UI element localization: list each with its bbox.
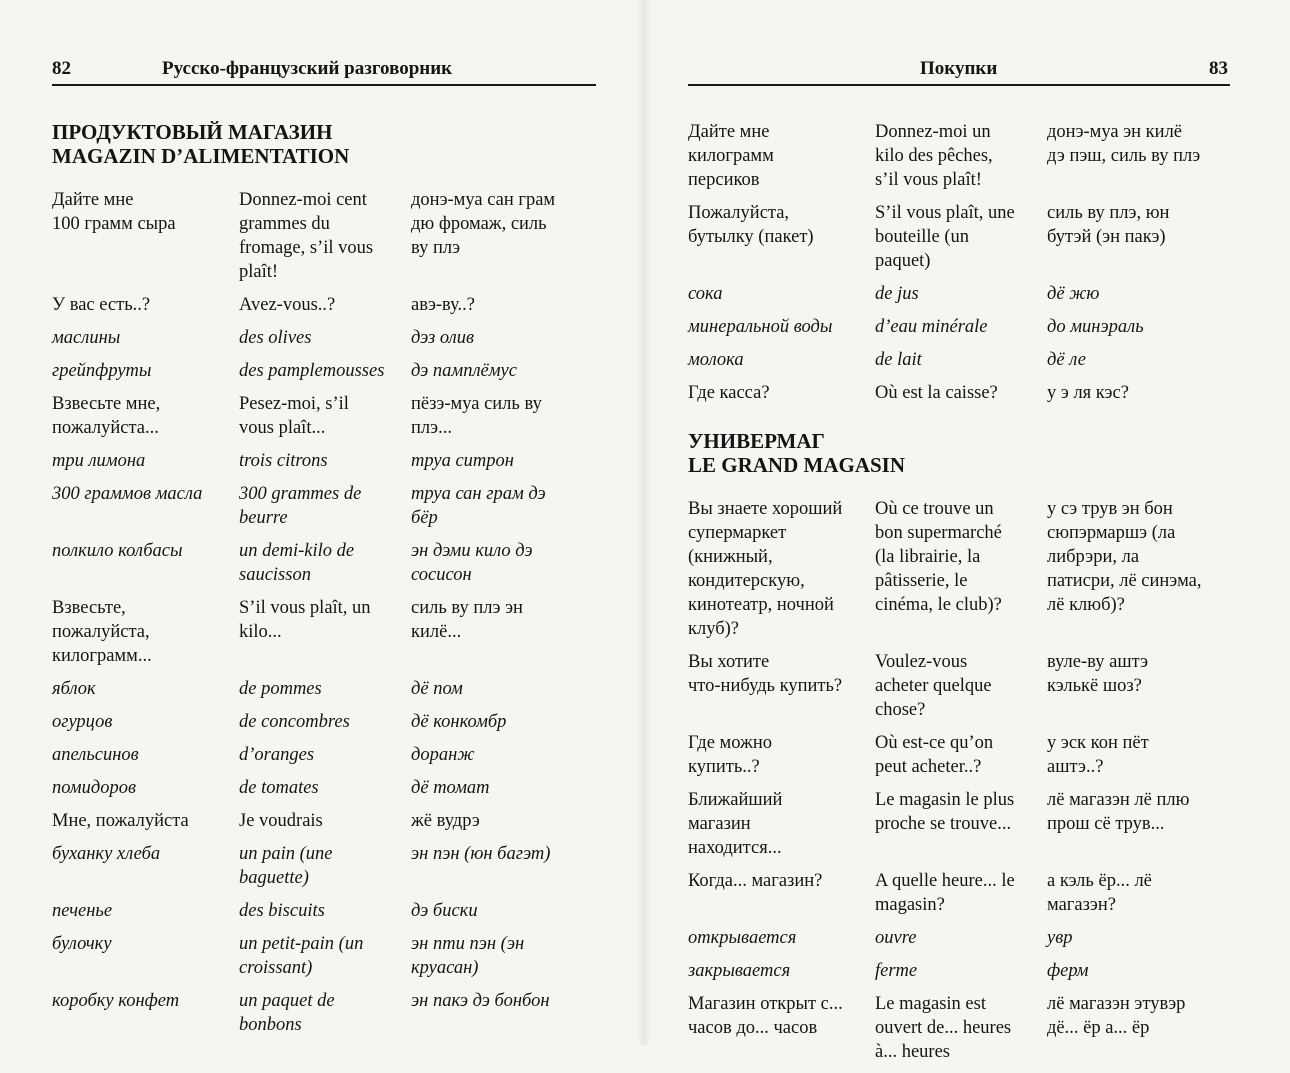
french-phrase: 300 grammes de beurre <box>239 484 362 528</box>
phrase-row <box>52 677 596 701</box>
phrase-row <box>52 392 596 440</box>
phrase-row <box>688 381 1230 405</box>
french-phrase: un petit-pain (un croissant) <box>239 934 364 978</box>
transliteration: дё жю <box>1047 284 1100 304</box>
russian-phrase: Вы знаете хороший супермаркет (книжный, кондитерскую, кинотеатр, ночной клуб)? <box>688 499 843 639</box>
transliteration: эн пакэ дэ бонбон <box>411 991 550 1011</box>
phrase-row <box>688 926 1230 950</box>
russian-phrase: закрывается <box>688 961 791 981</box>
phrase-row <box>52 539 596 587</box>
french-phrase: d’eau minérale <box>875 317 988 337</box>
transliteration: донэ-муа сан грам дю фромаж, силь ву плэ <box>411 190 556 258</box>
russian-phrase: открывается <box>688 928 797 948</box>
transliteration: дё пом <box>411 679 463 699</box>
transliteration: дё ле <box>1047 350 1086 370</box>
phrase-row <box>52 710 596 734</box>
phrase-row <box>688 497 1230 641</box>
phrase-row <box>52 932 596 980</box>
french-phrase: Donnez-moi un kilo des pêches, s’il vous plaît! <box>875 122 993 190</box>
phrase-row <box>52 326 596 350</box>
russian-phrase: Вы хотите что-нибудь купить? <box>688 652 843 696</box>
phrase-row <box>688 120 1230 192</box>
section-title-grocery <box>52 120 596 168</box>
left-page <box>52 0 596 1045</box>
transliteration: у сэ трув эн бон сюпэрмаршэ (ла либрэри, ла патисри, лё синэма, лё клюб)? <box>1047 499 1202 615</box>
russian-phrase: Взвесьте, пожалуйста, килограмм... <box>52 598 152 666</box>
russian-phrase: сока <box>688 284 723 304</box>
transliteration: лё магазэн этувэр дё... ёр а... ёр <box>1047 994 1186 1038</box>
transliteration: у э ля кэс? <box>1047 383 1129 403</box>
french-phrase: Le magasin le plus proche se trouve... <box>875 790 1015 834</box>
page-number: 83 <box>1209 58 1228 79</box>
phrase-row <box>52 842 596 890</box>
french-phrase: des pamplemousses <box>239 361 385 381</box>
russian-phrase: Дайте мне килограмм персиков <box>688 122 774 190</box>
phrase-row <box>52 188 596 284</box>
french-phrase: Donnez-moi cent grammes du fromage, s’il vous plaît! <box>239 190 374 282</box>
phrase-row <box>688 992 1230 1064</box>
russian-phrase: коробку конфет <box>52 991 180 1011</box>
russian-phrase: булочку <box>52 934 112 954</box>
phrase-row <box>688 869 1230 917</box>
transliteration: жё вудрэ <box>411 811 480 831</box>
phrase-table <box>688 120 1230 405</box>
phrase-row <box>52 743 596 767</box>
left-content <box>52 120 596 1046</box>
transliteration: вуле-ву аштэ кэлькё шоз? <box>1047 652 1149 696</box>
french-phrase: Je voudrais <box>239 811 323 831</box>
phrase-row <box>52 596 596 668</box>
book-gutter <box>637 0 651 1045</box>
french-phrase: d’oranges <box>239 745 315 765</box>
french-phrase: Pesez-moi, s’il vous plaît... <box>239 394 349 438</box>
phrase-row <box>52 449 596 473</box>
russian-phrase: молока <box>688 350 744 370</box>
french-phrase: Voulez-vous acheter quelque chose? <box>875 652 992 720</box>
russian-phrase: грейпфруты <box>52 361 152 381</box>
russian-phrase: полкило колбасы <box>52 541 183 561</box>
russian-phrase: Где касса? <box>688 383 770 403</box>
russian-phrase: помидоров <box>52 778 136 798</box>
phrase-row <box>688 788 1230 860</box>
french-phrase: des olives <box>239 328 312 348</box>
french-phrase: des biscuits <box>239 901 325 921</box>
french-phrase: de lait <box>875 350 922 370</box>
running-title: Русско-французский разговорник <box>162 58 453 79</box>
transliteration: эн дэми кило дэ сосисон <box>411 541 533 585</box>
french-phrase: Où est la caisse? <box>875 383 998 403</box>
russian-phrase: яблок <box>52 679 96 699</box>
french-phrase: S’il vous plaît, une bouteille (un paquet) <box>875 203 1015 271</box>
russian-phrase: 300 граммов масла <box>52 484 203 504</box>
phrase-row <box>52 899 596 923</box>
transliteration: у эск кон пёт аштэ..? <box>1047 733 1149 777</box>
french-phrase: de pommes <box>239 679 322 699</box>
phrase-row <box>688 201 1230 273</box>
phrase-row <box>52 776 596 800</box>
russian-phrase: огурцов <box>52 712 113 732</box>
russian-phrase: маслины <box>52 328 121 348</box>
transliteration: дэ памплёмус <box>411 361 517 381</box>
running-head <box>52 56 596 86</box>
french-phrase: de jus <box>875 284 919 304</box>
russian-phrase: минеральной воды <box>688 317 833 337</box>
russian-phrase: буханку хлеба <box>52 844 161 864</box>
transliteration: силь ву плэ, юн бутэй (эн пакэ) <box>1047 203 1170 247</box>
french-phrase: ouvre <box>875 928 917 948</box>
transliteration: донэ-муа эн килё дэ пэш, силь ву плэ <box>1047 122 1201 166</box>
right-content <box>688 120 1230 1073</box>
french-phrase: S’il vous plaît, un kilo... <box>239 598 371 642</box>
russian-phrase: Где можно купить..? <box>688 733 772 777</box>
phrase-row <box>52 989 596 1037</box>
french-phrase: ferme <box>875 961 918 981</box>
french-phrase: un paquet de bonbons <box>239 991 335 1035</box>
transliteration: дэз олив <box>411 328 475 348</box>
french-phrase: Où est-ce qu’on peut acheter..? <box>875 733 994 777</box>
section-title-fr: MAGAZIN D’ALIMENTATION <box>52 144 350 168</box>
transliteration: до минэраль <box>1047 317 1144 337</box>
french-phrase: de tomates <box>239 778 319 798</box>
french-phrase: Le magasin est ouvert de... heures à... heures <box>875 994 1012 1062</box>
russian-phrase: три лимона <box>52 451 146 471</box>
transliteration: лё магазэн лё плю прош сё трув... <box>1047 790 1190 834</box>
transliteration: пёзэ-муа силь ву плэ... <box>411 394 542 438</box>
transliteration: доранж <box>411 745 475 765</box>
french-phrase: Où ce trouve un bon supermarché (la librairie, la pâtisserie, le cinéma, le club)? <box>875 499 1002 615</box>
phrase-table <box>688 497 1230 1064</box>
french-phrase: de concombres <box>239 712 350 732</box>
russian-phrase: Пожалуйста, бутылку (пакет) <box>688 203 814 247</box>
french-phrase: un demi-kilo de saucisson <box>239 541 355 585</box>
transliteration: труа сан грам дэ бёр <box>411 484 546 528</box>
russian-phrase: Взвесьте мне, пожалуйста... <box>52 394 161 438</box>
transliteration: ферм <box>1047 961 1089 981</box>
phrase-row <box>688 959 1230 983</box>
running-title: Покупки <box>920 58 998 79</box>
transliteration: дэ биски <box>411 901 478 921</box>
section-title-ru: ПРОДУКТОВЫЙ МАГАЗИН <box>52 120 333 144</box>
right-page <box>688 0 1230 1062</box>
transliteration: а кэль ёр... лё магазэн? <box>1047 871 1152 915</box>
phrase-row <box>52 293 596 317</box>
transliteration: увр <box>1047 928 1073 948</box>
transliteration: эн пти пэн (эн круасан) <box>411 934 525 978</box>
section-title-department-store <box>688 429 1230 477</box>
french-phrase: trois citrons <box>239 451 328 471</box>
transliteration: труа ситрон <box>411 451 514 471</box>
russian-phrase: Дайте мне 100 грамм сыра <box>52 190 176 234</box>
phrase-row <box>688 315 1230 339</box>
phrase-row <box>688 650 1230 722</box>
phrase-table <box>52 188 596 1037</box>
russian-phrase: У вас есть..? <box>52 295 151 315</box>
page-number: 82 <box>52 58 71 79</box>
section-title-ru: УНИВЕРМАГ <box>688 429 825 453</box>
russian-phrase: Магазин открыт с... часов до... часов <box>688 994 843 1038</box>
french-phrase: un pain (une baguette) <box>239 844 333 888</box>
french-phrase: A quelle heure... le magasin? <box>875 871 1015 915</box>
phrase-row <box>688 348 1230 372</box>
transliteration: авэ-ву..? <box>411 295 476 315</box>
transliteration: дё томат <box>411 778 490 798</box>
phrase-row <box>688 731 1230 779</box>
phrase-row <box>52 809 596 833</box>
transliteration: дё конкомбр <box>411 712 507 732</box>
phrase-row <box>52 482 596 530</box>
phrase-row <box>688 282 1230 306</box>
phrase-row <box>52 359 596 383</box>
russian-phrase: Когда... магазин? <box>688 871 823 891</box>
transliteration: эн пэн (юн багэт) <box>411 844 551 864</box>
french-phrase: Avez-vous..? <box>239 295 336 315</box>
running-head <box>688 56 1230 86</box>
section-title-fr: LE GRAND MAGASIN <box>688 453 906 477</box>
russian-phrase: Мне, пожалуйста <box>52 811 189 831</box>
transliteration: силь ву плэ эн килё... <box>411 598 523 642</box>
russian-phrase: печенье <box>52 901 113 921</box>
russian-phrase: Ближайший магазин находится... <box>688 790 783 858</box>
russian-phrase: апельсинов <box>52 745 139 765</box>
